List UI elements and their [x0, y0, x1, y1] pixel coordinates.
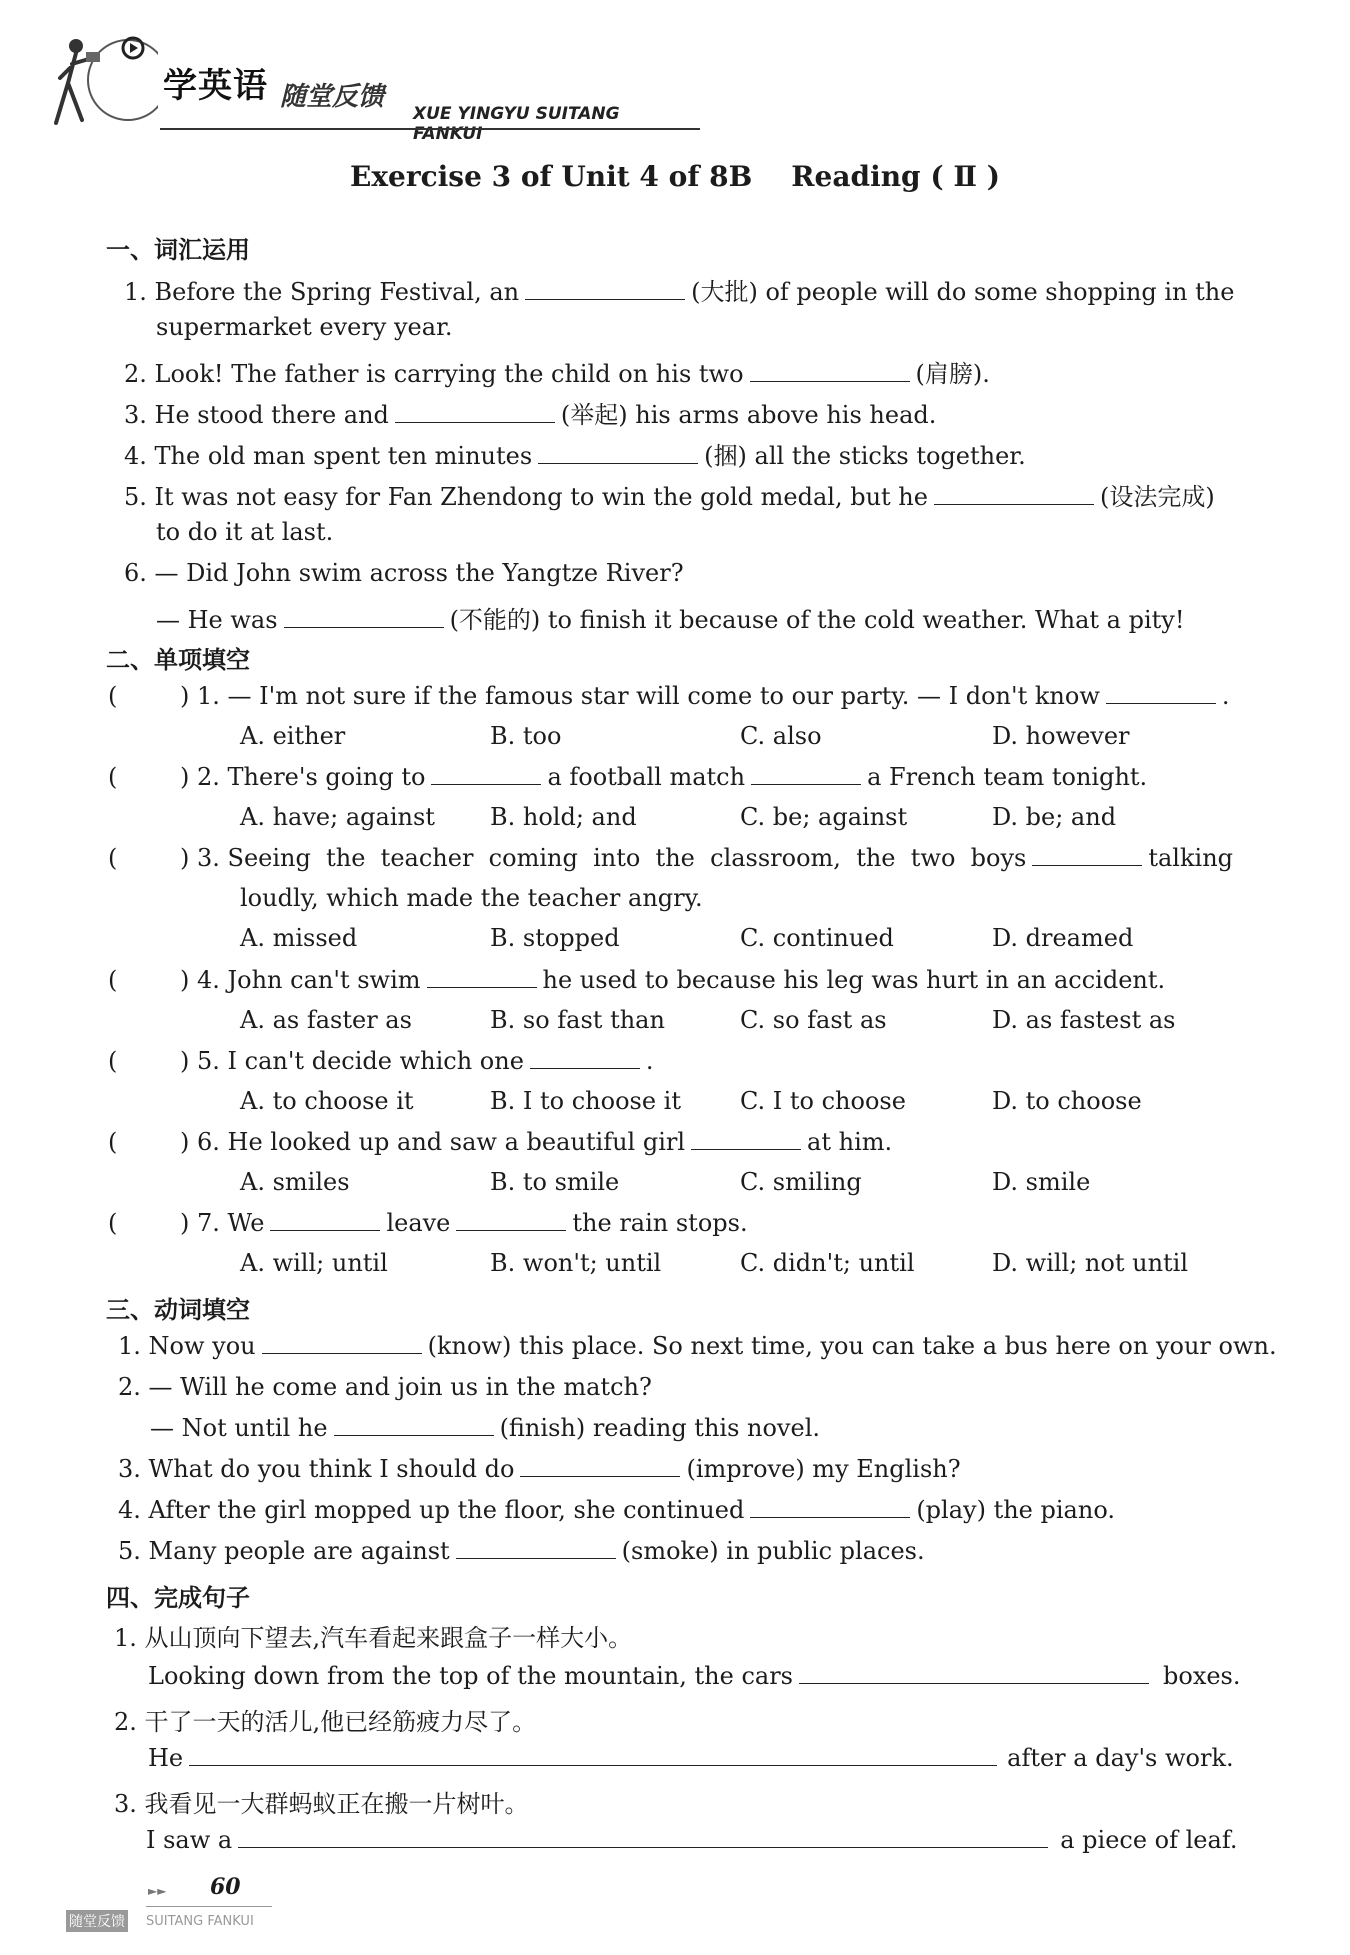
mc-1-option-b[interactable]: B. too	[490, 722, 562, 750]
vocab-item-2: 2. Look! The father is carrying the child on his two (肩膀).	[124, 360, 990, 388]
mc-2-option-a[interactable]: A. have; against	[240, 803, 435, 831]
mc-3-option-a[interactable]: A. missed	[240, 924, 358, 952]
sentence-2-chinese: 2. 干了一天的活儿,他已经筋疲力尽了。	[114, 1708, 537, 1736]
exercise-title: Exercise 3 of Unit 4 of 8B Reading ( Ⅱ )	[350, 160, 1000, 193]
sentence-1-english: Looking down from the top of the mountain, the cars boxes.	[148, 1662, 1241, 1690]
answer-blank[interactable]	[751, 764, 861, 785]
answer-blank[interactable]	[334, 1415, 494, 1436]
answer-blank[interactable]	[456, 1538, 616, 1559]
brand-chinese-subtitle: 随堂反馈	[280, 82, 385, 112]
sentence-3-english: I saw a a piece of leaf.	[146, 1826, 1238, 1854]
answer-parenthesis[interactable]: (	[108, 1047, 118, 1075]
vocab-item-5: 5. It was not easy for Fan Zhendong to win the gold medal, but he (设法完成)	[124, 483, 1215, 511]
vocab-item-1-cont: supermarket every year.	[156, 313, 453, 341]
section-heading-complete-sentences: 四、完成句子	[106, 1584, 250, 1612]
answer-blank[interactable]	[691, 1129, 801, 1150]
mc-7-option-b[interactable]: B. won't; until	[490, 1249, 662, 1277]
vocab-item-6: 6. — Did John swim across the Yangtze River?	[124, 559, 684, 587]
verb-item-5: 5. Many people are against (smoke) in public places.	[118, 1537, 925, 1565]
brand-chinese-title: 学英语	[163, 66, 268, 106]
verb-item-3: 3. What do you think I should do (improve) my English?	[118, 1455, 961, 1483]
footer-brand-pinyin: SUITANG FANKUI	[146, 1914, 254, 1929]
page-number: 60	[210, 1874, 241, 1900]
vocab-item-3: 3. He stood there and (举起) his arms above his head.	[124, 401, 937, 429]
answer-blank[interactable]	[431, 764, 541, 785]
verb-item-2-answer: — Not until he (finish) reading this novel.	[150, 1414, 820, 1442]
section-heading-vocabulary: 一、词汇运用	[106, 236, 250, 264]
page-arrow-icon: ►►	[148, 1884, 167, 1898]
answer-blank[interactable]	[284, 607, 444, 628]
mc-question-4: ) 4. John can't swim he used to because his leg was hurt in an accident.	[180, 966, 1166, 994]
mc-2-option-b[interactable]: B. hold; and	[490, 803, 637, 831]
answer-blank[interactable]	[934, 484, 1094, 505]
mc-1-option-c[interactable]: C. also	[740, 722, 822, 750]
sentence-1-chinese: 1. 从山顶向下望去,汽车看起来跟盒子一样大小。	[114, 1624, 633, 1652]
page-header	[48, 18, 688, 144]
mc-2-option-c[interactable]: C. be; against	[740, 803, 908, 831]
mc-question-3: ) 3. Seeing the teacher coming into the classroom, the two boys talking	[180, 844, 1234, 872]
mc-question-1: ) 1. — I'm not sure if the famous star will come to our party. — I don't know .	[180, 682, 1230, 710]
answer-parenthesis[interactable]: (	[108, 966, 118, 994]
mc-question-6: ) 6. He looked up and saw a beautiful girl at him.	[180, 1128, 893, 1156]
answer-blank[interactable]	[1106, 683, 1216, 704]
mc-4-option-a[interactable]: A. as faster as	[240, 1006, 412, 1034]
mc-6-option-d[interactable]: D. smile	[992, 1168, 1091, 1196]
section-heading-multiple-choice: 二、单项填空	[106, 646, 250, 674]
answer-blank[interactable]	[520, 1456, 680, 1477]
brand-pinyin-title: XUE YINGYU SUITANG FANKUI	[413, 104, 620, 144]
mc-5-option-d[interactable]: D. to choose	[992, 1087, 1142, 1115]
mc-1-option-d[interactable]: D. however	[992, 722, 1130, 750]
mc-3-option-c[interactable]: C. continued	[740, 924, 894, 952]
mc-7-option-c[interactable]: C. didn't; until	[740, 1249, 915, 1277]
answer-parenthesis[interactable]: (	[108, 1128, 118, 1156]
answer-blank[interactable]	[262, 1333, 422, 1354]
mc-question-5: ) 5. I can't decide which one .	[180, 1047, 654, 1075]
mc-7-option-d[interactable]: D. will; not until	[992, 1249, 1189, 1277]
answer-blank[interactable]	[750, 361, 910, 382]
answer-blank[interactable]	[530, 1048, 640, 1069]
answer-blank[interactable]	[427, 967, 537, 988]
mc-4-option-c[interactable]: C. so fast as	[740, 1006, 887, 1034]
footer-brand-chinese: 随堂反馈	[66, 1910, 128, 1932]
mc-question-3-cont: loudly, which made the teacher angry.	[240, 884, 703, 912]
mc-2-option-d[interactable]: D. be; and	[992, 803, 1117, 831]
answer-blank[interactable]	[538, 443, 698, 464]
vocab-item-6-answer: — He was (不能的) to finish it because of the cold weather. What a pity!	[156, 606, 1185, 634]
vocab-item-1: 1. Before the Spring Festival, an (大批) of people will do some shopping in the	[124, 278, 1235, 306]
mc-6-option-a[interactable]: A. smiles	[240, 1168, 350, 1196]
mc-question-2: ) 2. There's going to a football match a French team tonight.	[180, 763, 1148, 791]
mc-4-option-b[interactable]: B. so fast than	[490, 1006, 665, 1034]
answer-blank[interactable]	[456, 1210, 566, 1231]
answer-blank[interactable]	[270, 1210, 380, 1231]
answer-parenthesis[interactable]: (	[108, 1209, 118, 1237]
answer-parenthesis[interactable]: (	[108, 763, 118, 791]
answer-blank[interactable]	[799, 1663, 1149, 1684]
verb-item-1: 1. Now you (know) this place. So next time, you can take a bus here on your own.	[118, 1332, 1277, 1360]
answer-parenthesis[interactable]: (	[108, 844, 118, 872]
answer-blank[interactable]	[189, 1745, 997, 1766]
answer-blank[interactable]	[525, 279, 685, 300]
vocab-item-5-cont: to do it at last.	[156, 518, 334, 546]
sentence-2-english: He after a day's work.	[148, 1744, 1234, 1772]
mc-3-option-b[interactable]: B. stopped	[490, 924, 620, 952]
sentence-3-chinese: 3. 我看见一大群蚂蚁正在搬一片树叶。	[114, 1790, 529, 1818]
answer-blank[interactable]	[1032, 845, 1142, 866]
mc-5-option-a[interactable]: A. to choose it	[240, 1087, 414, 1115]
mc-4-option-d[interactable]: D. as fastest as	[992, 1006, 1176, 1034]
mc-3-option-d[interactable]: D. dreamed	[992, 924, 1134, 952]
answer-blank[interactable]	[395, 402, 555, 423]
verb-item-4: 4. After the girl mopped up the floor, she continued (play) the piano.	[118, 1496, 1115, 1524]
vocab-item-4: 4. The old man spent ten minutes (捆) all the sticks together.	[124, 442, 1026, 470]
footer-divider	[146, 1906, 272, 1907]
mc-5-option-c[interactable]: C. I to choose	[740, 1087, 906, 1115]
verb-item-2: 2. — Will he come and join us in the match?	[118, 1373, 652, 1401]
mc-question-7: ) 7. We leave the rain stops.	[180, 1209, 748, 1237]
header-divider	[160, 128, 700, 130]
answer-blank[interactable]	[750, 1497, 910, 1518]
answer-blank[interactable]	[238, 1827, 1048, 1848]
mc-1-option-a[interactable]: A. either	[240, 722, 346, 750]
mc-6-option-c[interactable]: C. smiling	[740, 1168, 862, 1196]
mc-5-option-b[interactable]: B. I to choose it	[490, 1087, 681, 1115]
mc-7-option-a[interactable]: A. will; until	[240, 1249, 388, 1277]
mc-6-option-b[interactable]: B. to smile	[490, 1168, 620, 1196]
reading-person-logo-icon	[48, 28, 158, 138]
answer-parenthesis[interactable]: (	[108, 682, 118, 710]
section-heading-verb-fill: 三、动词填空	[106, 1296, 250, 1324]
